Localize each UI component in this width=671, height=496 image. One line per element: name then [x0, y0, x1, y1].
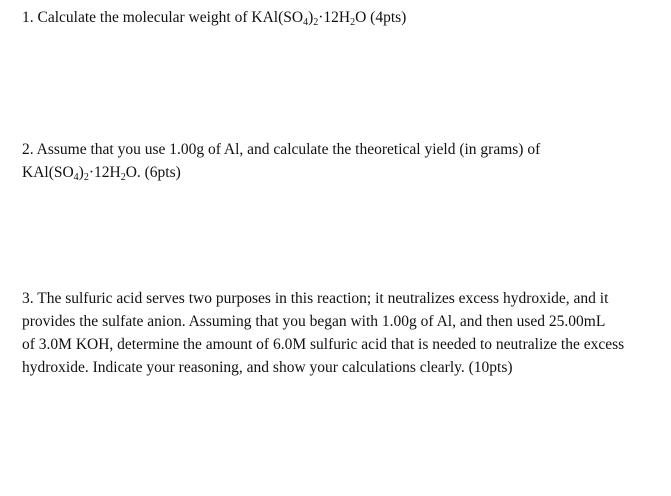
subscript: 4 [303, 17, 309, 28]
subscript: 4 [73, 172, 79, 183]
subscript: 2 [313, 17, 319, 28]
subscript: 2 [83, 172, 89, 183]
question-2-line-1: 2. Assume that you use 1.00g of Al, and calculate the theoretical yield (in grams) of [22, 141, 541, 158]
question-3-line-2: provides the sulfate anion. Assuming that you began with 1.00g of Al, and then used 25.00mL [22, 313, 606, 330]
question-1 [22, 6, 652, 29]
question-3-line-4: hydroxide. Indicate your reasoning, and show your calculations clearly. (10pts) [22, 359, 513, 376]
question-1-line: 1. Calculate the molecular weight of $KAl(SO_4)_2\cdot 12H_2O$ (4pts) [22, 9, 407, 28]
question-2 [22, 138, 652, 184]
question-3-line-1: 3. The sulfuric acid serves two purposes in this reaction; it neutralizes excess hydroxide, and it [22, 290, 609, 307]
question-3-line-3: of 3.0M KOH, determine the amount of 6.0M sulfuric acid that is needed to neutralize the excess [22, 336, 625, 353]
question-3 [22, 287, 652, 379]
question-2-line-2: $KAl(SO_4)_2\cdot 12H_2O$. (6pts) [22, 164, 181, 183]
subscript: 2 [120, 172, 126, 183]
subscript: 2 [350, 17, 356, 28]
